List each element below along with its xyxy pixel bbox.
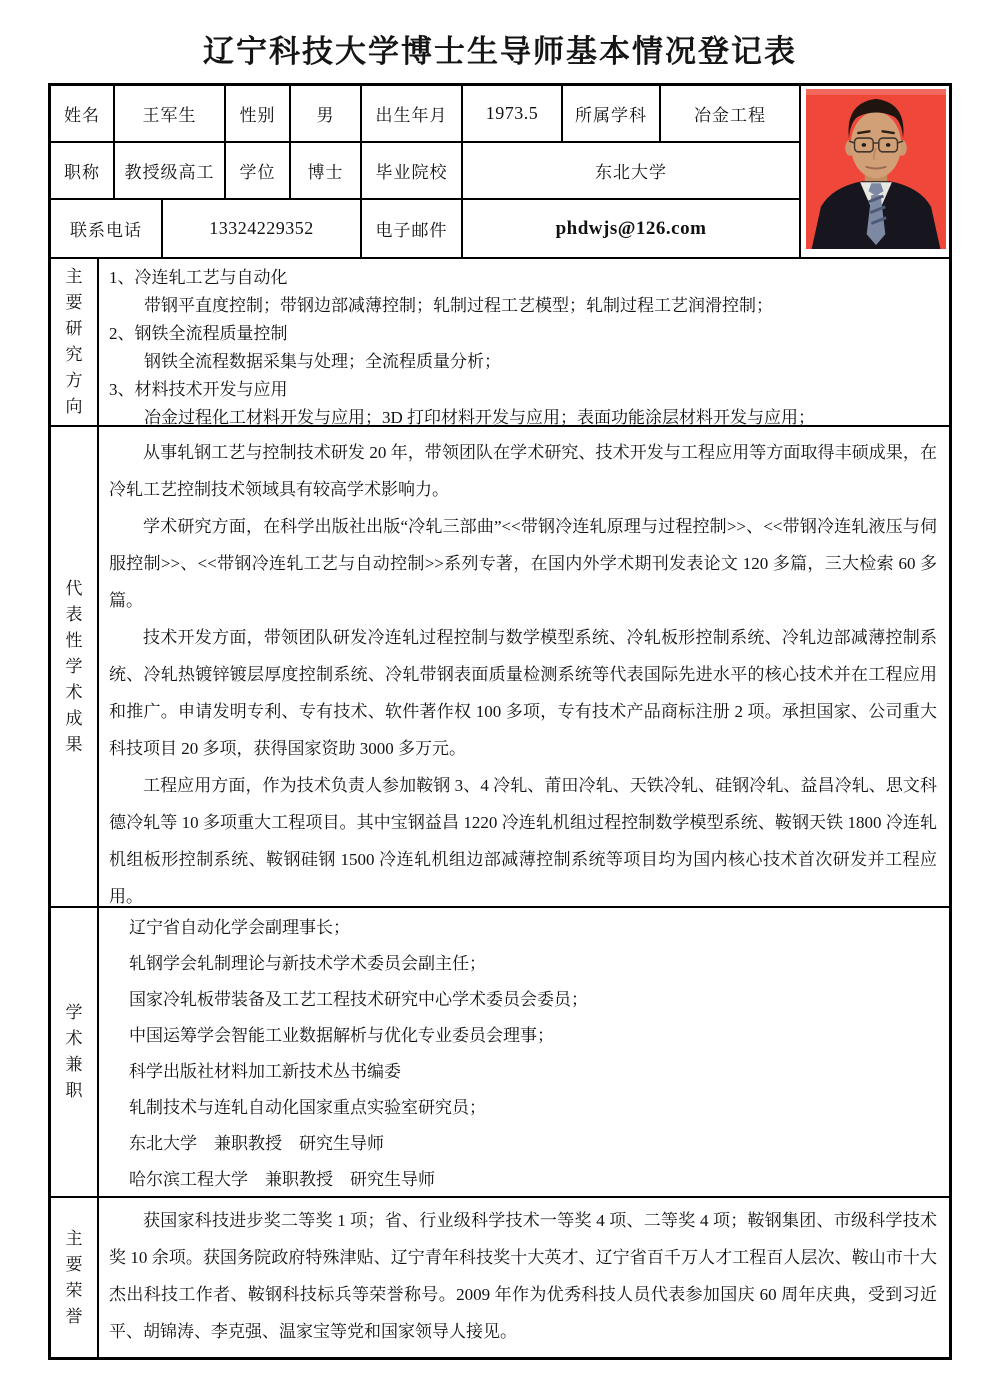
- research-item-2-detail: 钢铁全流程数据采集与处理；全流程质量分析；: [144, 352, 501, 371]
- research-item-2-no: 2、: [109, 324, 135, 343]
- job-title-label: 职称: [51, 143, 115, 198]
- header-grid: [51, 86, 949, 257]
- research-item-1-name: 冷连轧工艺与自动化: [134, 268, 288, 287]
- phone-label: 联系电话: [51, 200, 163, 257]
- research-item-1-detail: 带钢平直度控制；带钢边部减薄控制；轧制过程工艺模型；轧制过程工艺润滑控制；: [144, 296, 773, 315]
- registration-form-table: [48, 83, 952, 1360]
- header-row-1: [51, 86, 799, 143]
- header-row-2: [51, 143, 799, 200]
- achievements-paragraph-4: 工程应用方面，作为技术负责人参加鞍钢 3、4 冷轧、莆田冷轧、天铁冷轧、硅钢冷轧、益昌冷轧、思文科德冷轧等 10 多项重大工程项目。其中宝钢益昌 1220 冷连轧机组过程控制数学模型系统、鞍钢天铁 1800 冷连轧机组板形控制系统、鞍钢硅钢 1500 冷连轧机组边部减薄控制系统等项目均为国内核心技术首次研发并工程应用。: [109, 776, 937, 906]
- achievements-content: [99, 427, 949, 906]
- membership-line-3: 国家冷轧板带装备及工艺工程技术研究中心学术委员会委员；: [129, 990, 588, 1009]
- research-directions-label: [51, 259, 99, 425]
- membership-line-4: 中国运筹学会智能工业数据解析与优化专业委员会理事；: [129, 1026, 554, 1045]
- portrait-photo-graphic: [806, 89, 946, 249]
- degree-label: 学位: [226, 143, 291, 198]
- membership-line-8: 哈尔滨工程大学 兼职教授 研究生导师: [129, 1170, 435, 1189]
- school-label: 毕业院校: [362, 143, 463, 198]
- honors-label: [51, 1198, 99, 1357]
- research-item-3-no: 3、: [109, 380, 135, 399]
- section-honors: [51, 1196, 949, 1357]
- research-item-2-title: [109, 320, 937, 348]
- memberships-content: [99, 908, 949, 1196]
- section-research-directions: [51, 257, 949, 425]
- gender-value: 男: [291, 86, 362, 141]
- school-value: 东北大学: [595, 163, 667, 182]
- research-item-3-detail: 冶金过程化工材料开发与应用；3D 打印材料开发与应用；表面功能涂层材料开发与应用；: [144, 408, 816, 425]
- section-memberships: [51, 906, 949, 1196]
- membership-line-1: 辽宁省自动化学会副理事长；: [129, 918, 350, 937]
- job-title-value: 教授级高工: [115, 143, 226, 198]
- membership-line-6: 轧制技术与连轧自动化国家重点实验室研究员；: [129, 1098, 486, 1117]
- research-item-2-name: 钢铁全流程质量控制: [134, 324, 288, 343]
- birth-label: 出生年月: [362, 86, 463, 141]
- phone-value: 13324229352: [163, 200, 362, 257]
- discipline-value: 冶金工程: [694, 106, 766, 125]
- research-item-3-name: 材料技术开发与应用: [134, 380, 288, 399]
- research-item-1-title: [109, 264, 937, 292]
- name-value: 王军生: [115, 86, 226, 141]
- achievements-label: [51, 427, 99, 906]
- research-item-3-title: [109, 376, 937, 404]
- section-achievements: [51, 425, 949, 906]
- portrait-photo: [799, 86, 949, 257]
- research-directions-label-text: 主要研究方向: [65, 267, 83, 416]
- research-item-1-no: 1、: [109, 268, 135, 287]
- achievements-paragraph-1: 从事轧钢工艺与控制技术研发 20 年，带领团队在学术研究、技术开发与工程应用等方面取得丰硕成果，在冷轧工艺控制技术领域具有较高学术影响力。: [109, 443, 937, 499]
- email-label: 电子邮件: [362, 200, 463, 257]
- header-row-3: [51, 200, 799, 257]
- email-value: phdwjs@126.com: [555, 217, 707, 239]
- membership-line-2: 轧钢学会轧制理论与新技术学术委员会副主任；: [129, 954, 486, 973]
- honors-label-text: 主要荣誉: [65, 1228, 83, 1326]
- discipline-label: 所属学科: [563, 86, 661, 141]
- achievements-paragraph-3: 技术开发方面，带领团队研发冷连轧过程控制与数学模型系统、冷轧板形控制系统、冷轧边部减薄控制系统、冷轧热镀锌镀层厚度控制系统、冷轧带钢表面质量检测系统等代表国际先进水平的核心技术并在工程应用和推广。申请发明专利、专有技术、软件著作权 100 多项，专有技术产品商标注册 2 项。承担国家、公司重大科技项目 20 多项，获得国家资助 3000 多万元。: [109, 628, 937, 758]
- memberships-label-text: 学术兼职: [65, 1003, 83, 1100]
- honors-content: [99, 1198, 949, 1357]
- achievements-paragraph-2: 学术研究方面，在科学出版社出版“冷轧三部曲”<<带钢冷连轧原理与过程控制>>、<<带钢冷连轧液压与伺服控制>>、<<带钢冷连轧工艺与自动控制>>系列专著，在国内外学术期刊发表论文 120 多篇，三大检索 60 多篇。: [109, 517, 937, 610]
- gender-label: 性别: [226, 86, 291, 141]
- membership-line-5: 科学出版社材料加工新技术丛书编委: [129, 1062, 401, 1081]
- header-fields: [51, 86, 799, 257]
- name-label: 姓名: [51, 86, 115, 141]
- membership-line-7: 东北大学 兼职教授 研究生导师: [129, 1134, 384, 1153]
- page-title: 辽宁科技大学博士生导师基本情况登记表: [203, 34, 797, 69]
- honors-paragraph-1: 获国家科技进步奖二等奖 1 项；省、行业级科学技术一等奖 4 项、二等奖 4 项；鞍钢集团、市级科学技术奖 10 余项。获国务院政府特殊津贴、辽宁青年科技奖十大英才、辽宁省百千万人才工程百人层次、鞍山市十大杰出科技工作者、鞍钢科技标兵等荣誉称号。2009 年作为优秀科技人员代表参加国庆 60 周年庆典，受到习近平、胡锦涛、李克强、温家宝等党和国家领导人接见。: [109, 1211, 937, 1341]
- degree-value: 博士: [291, 143, 362, 198]
- achievements-label-text: 代表性学术成果: [65, 578, 83, 754]
- research-directions-content: [99, 259, 949, 425]
- birth-value: 1973.5: [463, 86, 563, 141]
- memberships-label: [51, 908, 99, 1196]
